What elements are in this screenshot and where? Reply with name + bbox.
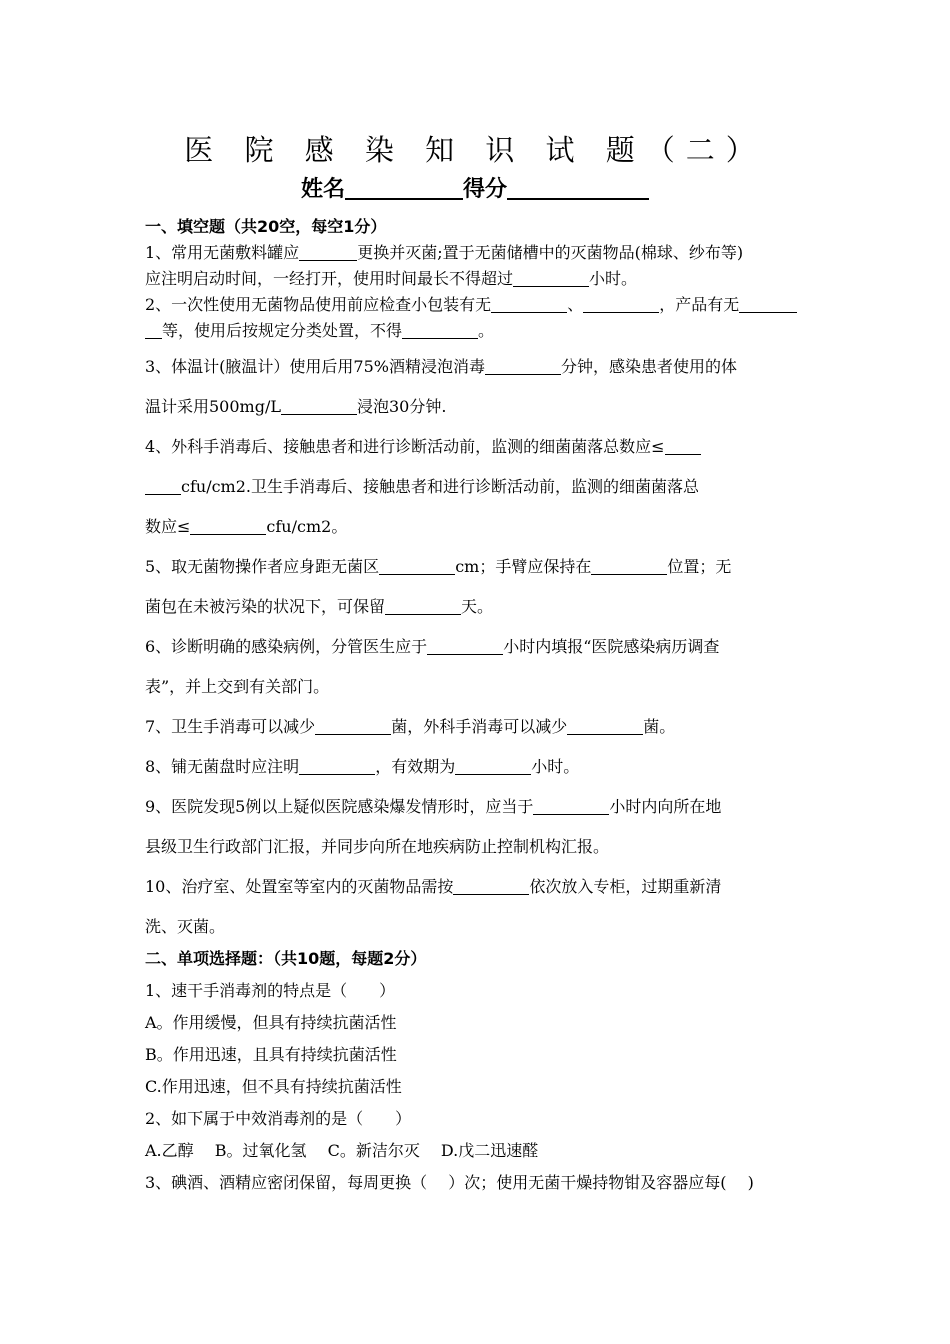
answer-blank[interactable] [665,438,701,455]
answer-blank[interactable] [533,798,609,815]
text: 小时。 [589,269,638,288]
fill-q1-line1 [145,240,743,263]
answer-blank[interactable] [299,758,375,775]
answer-blank[interactable] [591,558,667,575]
answer-blank[interactable] [583,296,659,313]
text: cm；手臂应保持在 [455,557,592,576]
choice-q1-option-c[interactable]: C.作用迅速，但不具有持续抗菌活性 [145,1077,402,1096]
text: 小时。 [531,757,580,776]
name-blank[interactable] [345,176,463,200]
answer-blank[interactable] [402,322,478,339]
fill-q6-line1 [145,634,719,657]
answer-blank[interactable] [281,398,357,415]
text: 温计采用500mg/L [145,397,281,416]
text: 县级卫生行政部门汇报，并同步向所在地疾病防止控制机构汇报。 [145,837,610,856]
text: 天。 [461,597,494,616]
fill-q4-line3 [145,514,347,537]
answer-blank[interactable] [379,558,455,575]
answer-blank[interactable] [453,878,529,895]
choice-q1: 1、速干手消毒剂的特点是（ ） [145,981,396,1000]
text: cfu/cm2。 [266,517,348,536]
text: 10、治疗室、处置室等室内的灭菌物品需按 [145,877,454,896]
text: 9、医院发现5例以上疑似医院感染爆发情形时，应当于 [145,797,534,816]
text: 3、体温计(腋温计）使用后用75%酒精浸泡消毒 [145,357,485,376]
text: 更换并灭菌;置于无菌储槽中的灭菌物品(棉球、纱布等) [357,243,744,262]
text: 1、常用无菌敷料罐应 [145,243,300,262]
text: 6、诊断明确的感染病例，分管医生应于 [145,637,428,656]
fill-q10-line1 [145,874,721,897]
text: 2、一次性使用无菌物品使用前应检查小包装有无 [145,295,492,314]
answer-blank[interactable] [567,718,643,735]
text: 菌，外科手消毒可以减少 [391,717,568,736]
text: 小时内填报“医院感染病历调查 [503,637,720,656]
fill-q3-line1 [145,354,737,377]
text: 菌包在未被污染的状况下，可保留 [145,597,386,616]
text: 数应≤ [145,517,191,536]
text: 菌。 [643,717,676,736]
answer-blank[interactable] [299,244,357,261]
text: 位置；无 [667,557,732,576]
answer-blank[interactable] [427,638,503,655]
text: 。 [478,321,495,340]
fill-q6-line2 [145,674,329,697]
fill-q5-line2 [145,594,493,617]
answer-blank[interactable] [190,518,266,535]
section-2-heading: 二、单项选择题：（共10题，每题2分） [145,949,427,968]
name-score-line [0,172,950,203]
fill-q9-line1 [145,794,721,817]
answer-blank[interactable] [315,718,391,735]
answer-blank[interactable] [385,598,461,615]
text: 洗、灭菌。 [145,917,226,936]
fill-q1-line2 [145,266,637,289]
fill-q7-line1 [145,714,675,737]
fill-q8-line1 [145,754,579,777]
text: 、 [567,295,584,314]
text: 分钟，感染患者使用的体 [561,357,738,376]
score-blank[interactable] [507,176,649,200]
fill-q4-line1 [145,434,701,457]
answer-blank[interactable] [513,270,589,287]
text: 表”，并上交到有关部门。 [145,677,330,696]
answer-blank-cont[interactable] [145,322,162,339]
text: 等，使用后按规定分类处置，不得 [162,321,403,340]
choice-q2: 2、如下属于中效消毒剂的是（ ） [145,1109,412,1128]
text: ，有效期为 [375,757,456,776]
fill-q3-line2 [145,394,446,417]
answer-blank[interactable] [485,358,561,375]
choice-q2-options[interactable]: A.乙醇 B。过氧化氢 C。新洁尔灭 D.戊二迅速醛 [145,1141,539,1160]
name-label: 姓名 [300,177,345,202]
text: 依次放入专柜，过期重新清 [529,877,722,896]
fill-q2-line2 [145,318,494,341]
score-label: 得分 [463,177,508,202]
text: 小时内向所在地 [609,797,722,816]
section-1-heading: 一、填空题（共20空，每空1分） [145,217,387,236]
text: 4、外科手消毒后、接触患者和进行诊断活动前，监测的细菌菌落总数应≤ [145,437,665,456]
text: 5、取无菌物操作者应身距无菌区 [145,557,380,576]
fill-q9-line2 [145,834,609,857]
choice-q3: 3、碘酒、酒精应密闭保留，每周更换（ ）次；使用无菌干燥持物钳及容器应每( ) [145,1173,754,1192]
text: 7、卫生手消毒可以减少 [145,717,316,736]
fill-q5-line1 [145,554,731,577]
page-title: 医 院 感 染 知 识 试 题（二） [184,133,766,167]
answer-blank[interactable] [455,758,531,775]
text: 8、铺无菌盘时应注明 [145,757,300,776]
choice-q1-option-a[interactable]: A。作用缓慢，但具有持续抗菌活性 [145,1013,397,1032]
text: cfu/cm2.卫生手消毒后、接触患者和进行诊断活动前，监测的细菌菌落总 [181,477,699,496]
text: 浸泡30分钟. [356,397,447,416]
fill-q2-line1 [145,292,797,315]
answer-blank[interactable] [739,296,797,313]
fill-q4-line2 [145,474,699,497]
answer-blank[interactable] [491,296,567,313]
choice-q1-option-b[interactable]: B。作用迅速，且具有持续抗菌活性 [145,1045,397,1064]
answer-blank-cont[interactable] [145,478,181,495]
fill-q10-line2 [145,914,225,937]
text: ，产品有无 [659,295,740,314]
text: 应注明启动时间，一经打开，使用时间最长不得超过 [145,269,514,288]
